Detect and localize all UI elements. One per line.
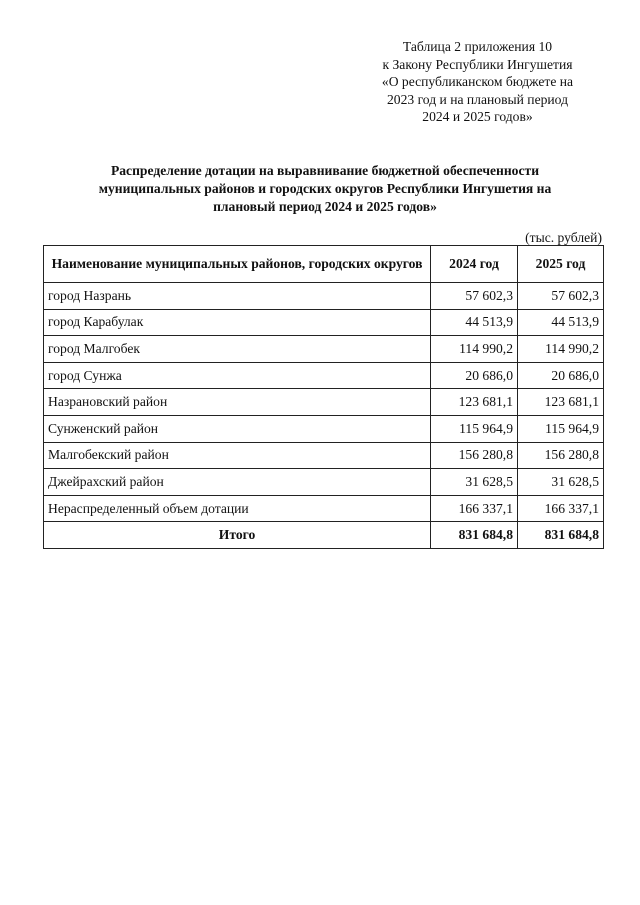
unit-label: (тыс. рублей)	[525, 230, 602, 245]
subsidy-table	[43, 245, 604, 549]
table-row	[44, 283, 604, 310]
row-value-2025: 115 964,9	[518, 415, 604, 442]
total-label: Итого	[44, 522, 431, 549]
row-value-2025: 20 686,0	[518, 362, 604, 389]
table-row	[44, 495, 604, 522]
table-row	[44, 336, 604, 363]
row-value-2025: 166 337,1	[518, 495, 604, 522]
row-name: город Сунжа	[44, 362, 431, 389]
table-header-row	[44, 246, 604, 283]
column-header-2024: 2024 год	[431, 246, 518, 283]
row-value-2024: 166 337,1	[431, 495, 518, 522]
row-value-2024: 114 990,2	[431, 336, 518, 363]
row-value-2024: 115 964,9	[431, 415, 518, 442]
row-value-2025: 31 628,5	[518, 469, 604, 496]
document-title	[55, 162, 595, 216]
appendix-line: Таблица 2 приложения 10	[402, 39, 553, 54]
row-name: Малгобекский район	[44, 442, 431, 469]
table-row	[44, 415, 604, 442]
row-value-2025: 156 280,8	[518, 442, 604, 469]
row-value-2024: 20 686,0	[431, 362, 518, 389]
title-line: плановый период 2024 и 2025 годов»	[213, 199, 437, 214]
appendix-line: 2023 год и на плановый период	[386, 91, 568, 107]
title-line: Распределение дотации на выравнивание бюджетной обеспеченности	[110, 163, 540, 178]
row-value-2024: 31 628,5	[431, 469, 518, 496]
table-total-row	[44, 522, 604, 549]
title-line: муниципальных районов и городских округов Республики Ингушетия на	[98, 181, 552, 196]
appendix-line: «О республиканском бюджете на	[381, 74, 574, 89]
row-value-2025: 123 681,1	[518, 389, 604, 416]
column-header-2025: 2025 год	[518, 246, 604, 283]
row-value-2025: 44 513,9	[518, 309, 604, 336]
row-value-2024: 156 280,8	[431, 442, 518, 469]
row-name: Джейрахский район	[44, 469, 431, 496]
appendix-line: к Закону Республики Ингушетия	[382, 56, 573, 72]
table-row	[44, 309, 604, 336]
row-value-2025: 114 990,2	[518, 336, 604, 363]
table-row	[44, 469, 604, 496]
row-value-2024: 44 513,9	[431, 309, 518, 336]
row-value-2025: 57 602,3	[518, 283, 604, 310]
row-name: город Назрань	[44, 283, 431, 310]
table-row	[44, 389, 604, 416]
row-name: город Малгобек	[44, 336, 431, 363]
appendix-header	[355, 38, 600, 126]
row-name: город Карабулак	[44, 309, 431, 336]
row-name: Сунженский район	[44, 415, 431, 442]
total-value-2025: 831 684,8	[518, 522, 604, 549]
row-value-2024: 57 602,3	[431, 283, 518, 310]
table-row	[44, 362, 604, 389]
table-row	[44, 442, 604, 469]
row-name: Назрановский район	[44, 389, 431, 416]
appendix-line: 2024 и 2025 годов»	[422, 109, 533, 124]
column-header-name: Наименование муниципальных районов, городских округов	[44, 246, 431, 283]
total-value-2024: 831 684,8	[431, 522, 518, 549]
row-value-2024: 123 681,1	[431, 389, 518, 416]
row-name: Нераспределенный объем дотации	[44, 495, 431, 522]
